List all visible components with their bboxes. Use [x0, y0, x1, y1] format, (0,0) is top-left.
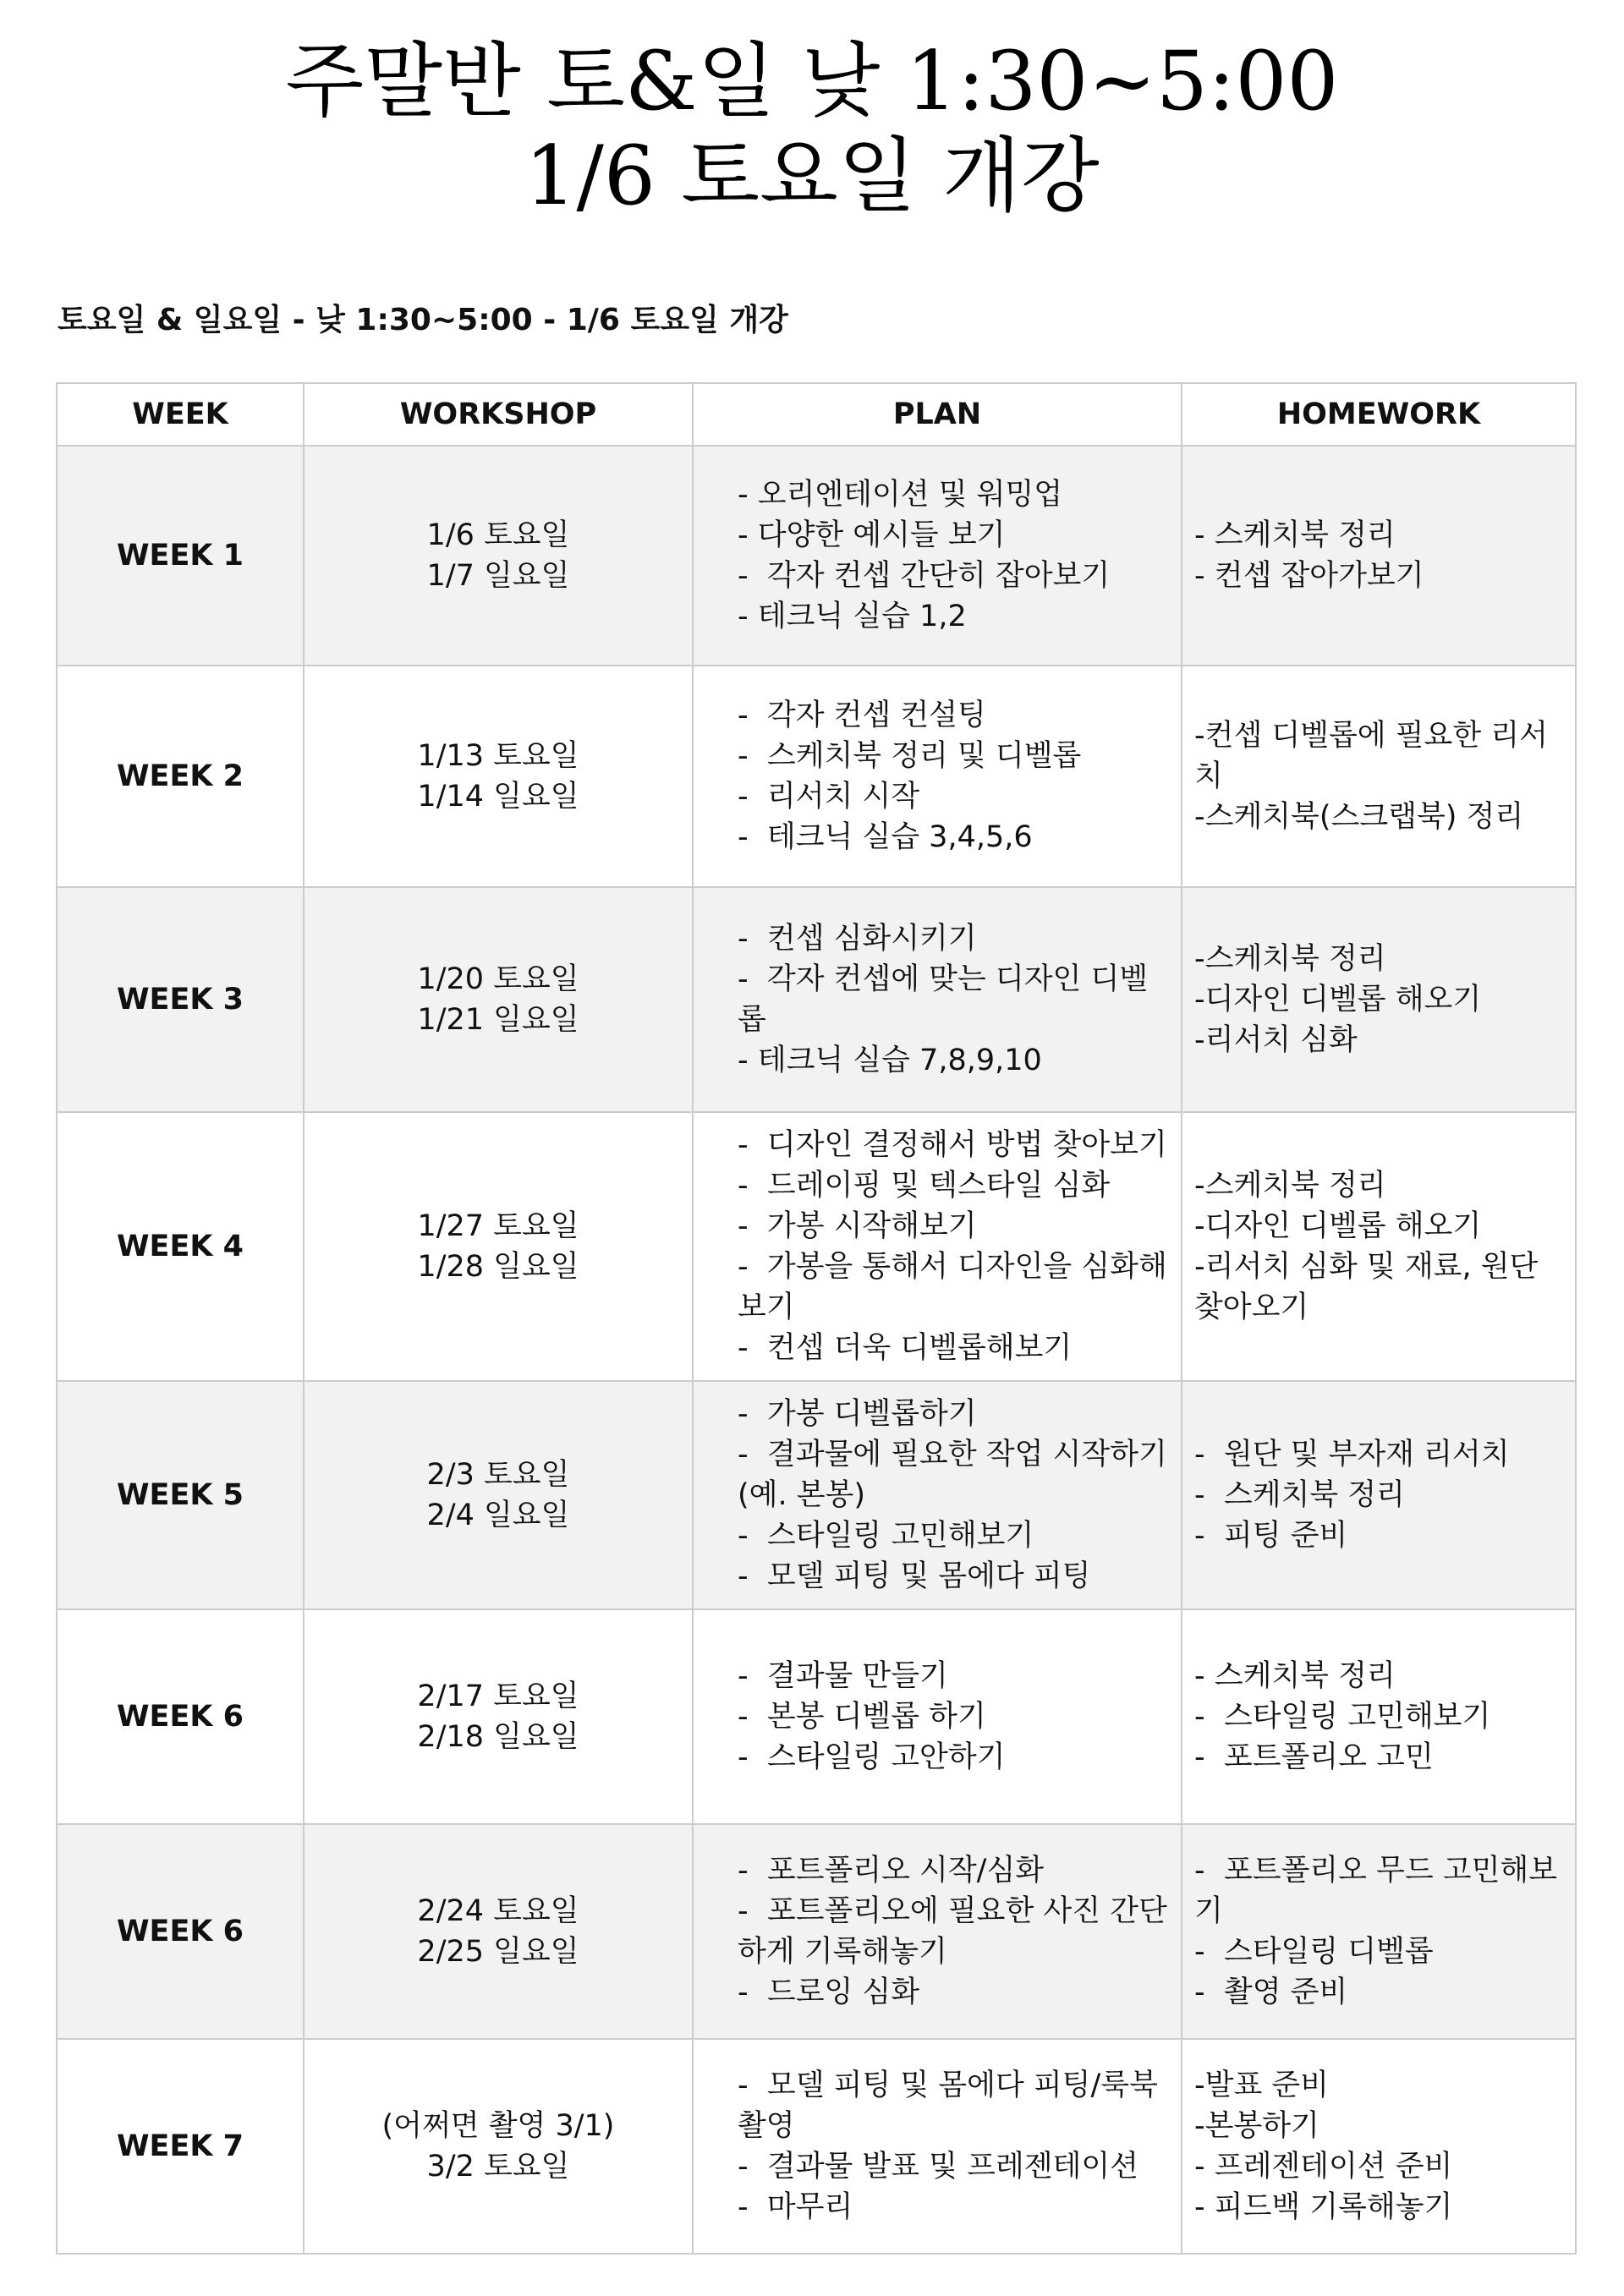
homework-item: -컨셉 디벨롭에 필요한 리서치: [1194, 719, 1548, 793]
plan-item: - 각자 컨셉 컨설팅: [738, 699, 986, 732]
workshop-date: 3/2 토요일: [426, 2150, 570, 2184]
homework-item: -디자인 디벨롭 해오기: [1194, 1209, 1482, 1243]
homework-item: -리서치 심화: [1194, 1023, 1358, 1057]
plan-item: - 본봉 디벨롭 하기: [738, 1700, 986, 1734]
homework-cell: [1182, 666, 1576, 887]
plan-cell: [693, 1824, 1182, 2039]
homework-item: - 스타일링 고민해보기: [1194, 1700, 1491, 1734]
homework-cell: [1182, 2039, 1576, 2254]
schedule-subtitle: 토요일 & 일요일 - 낮 1:30~5:00 - 1/6 토요일 개강: [58, 303, 788, 337]
plan-item: - 가봉을 통해서 디자인을 심화해보기: [738, 1250, 1167, 1324]
homework-item: - 원단 및 부자재 리서치: [1194, 1438, 1510, 1471]
week-cell: WEEK 1: [57, 446, 304, 666]
plan-item: - 컨셉 더욱 디벨롭해보기: [738, 1331, 1073, 1365]
week-cell: WEEK 7: [57, 2039, 304, 2254]
homework-cell: [1182, 887, 1576, 1112]
homework-item: - 스케치북 정리: [1194, 1659, 1396, 1693]
workshop-date: 2/18 일요일: [417, 1720, 579, 1754]
plan-item: - 포트폴리오에 필요한 사진 간단하게 기록해놓기: [738, 1894, 1167, 1969]
table-row: [57, 666, 1576, 887]
homework-item: -리서치 심화 및 재료, 원단 찾아오기: [1194, 1250, 1548, 1324]
plan-cell: [693, 2039, 1182, 2254]
homework-item: - 피드백 기록해놓기: [1194, 2190, 1453, 2224]
homework-item: -스케치북 정리: [1194, 942, 1386, 976]
plan-item: - 마무리: [738, 2190, 853, 2224]
table-header-row: [57, 383, 1576, 446]
table-body: [57, 446, 1576, 2254]
workshop-cell: [304, 446, 693, 666]
plan-cell: [693, 446, 1182, 666]
plan-item: - 결과물에 필요한 작업 시작하기(예. 본봉): [738, 1438, 1167, 1512]
homework-item: - 스케치북 정리: [1194, 518, 1396, 552]
homework-cell: [1182, 446, 1576, 666]
plan-item: - 리서치 시작: [738, 780, 920, 814]
workshop-date: 1/6 토요일: [426, 518, 570, 552]
plan-cell: [693, 1381, 1182, 1609]
plan-item: - 스타일링 고민해보기: [738, 1519, 1034, 1553]
table-row: [57, 1381, 1576, 1609]
workshop-date: 2/17 토요일: [417, 1680, 579, 1713]
workshop-cell: [304, 1824, 693, 2039]
workshop-date: 2/4 일요일: [426, 1499, 570, 1532]
plan-cell: [693, 1609, 1182, 1824]
page-title: [0, 34, 1624, 223]
plan-item: - 결과물 발표 및 프레젠테이션: [738, 2150, 1138, 2184]
workshop-date: 1/7 일요일: [426, 559, 570, 593]
week-cell: WEEK 5: [57, 1381, 304, 1609]
table-row: [57, 1112, 1576, 1381]
plan-cell: [693, 887, 1182, 1112]
plan-item: - 모델 피팅 및 몸에다 피팅: [738, 1559, 1091, 1593]
header-homework: HOMEWORK: [1182, 383, 1576, 446]
homework-item: - 컨셉 잡아가보기: [1194, 559, 1424, 593]
workshop-cell: [304, 1112, 693, 1381]
plan-item: - 가봉 시작해보기: [738, 1209, 977, 1243]
plan-item: - 오리엔테이션 및 워밍업: [738, 478, 1063, 512]
homework-cell: [1182, 1381, 1576, 1609]
title-line-2: 1/6 토요일 개강: [524, 129, 1100, 223]
plan-cell: [693, 1112, 1182, 1381]
plan-item: - 드로잉 심화: [738, 1975, 920, 2009]
homework-item: - 포트폴리오 고민: [1194, 1740, 1434, 1774]
workshop-date: 1/28 일요일: [417, 1250, 579, 1284]
homework-cell: [1182, 1824, 1576, 2039]
header-week: WEEK: [57, 383, 304, 446]
table-row: [57, 446, 1576, 666]
homework-item: -스케치북(스크랩북) 정리: [1194, 800, 1524, 834]
plan-cell: [693, 666, 1182, 887]
plan-item: - 스타일링 고안하기: [738, 1740, 1006, 1774]
plan-item: - 컨셉 심화시키기: [738, 922, 977, 956]
homework-item: -발표 준비: [1194, 2069, 1329, 2102]
schedule-table: [56, 382, 1577, 2255]
plan-item: - 스케치북 정리 및 디벨롭: [738, 739, 1082, 773]
plan-item: - 테크닉 실습 1,2: [738, 600, 967, 633]
homework-cell: [1182, 1609, 1576, 1824]
homework-item: - 촬영 준비: [1194, 1975, 1348, 2009]
homework-item: - 스케치북 정리: [1194, 1478, 1405, 1512]
header-plan: PLAN: [693, 383, 1182, 446]
title-line-1: 주말반 토&일 낮 1:30~5:00: [285, 34, 1339, 129]
plan-item: - 각자 컨셉 간단히 잡아보기: [738, 559, 1111, 593]
homework-item: -본봉하기: [1194, 2109, 1320, 2143]
plan-item: - 가봉 디벨롭하기: [738, 1397, 977, 1431]
plan-item: - 테크닉 실습 7,8,9,10: [738, 1044, 1042, 1077]
workshop-date: 1/20 토요일: [417, 962, 579, 996]
workshop-cell: [304, 1609, 693, 1824]
workshop-cell: [304, 2039, 693, 2254]
workshop-date: 1/21 일요일: [417, 1003, 579, 1037]
plan-item: - 포트폴리오 시작/심화: [738, 1854, 1045, 1888]
homework-item: -디자인 디벨롭 해오기: [1194, 983, 1482, 1016]
table-row: [57, 1824, 1576, 2039]
plan-item: - 다양한 예시들 보기: [738, 518, 1006, 552]
homework-item: - 스타일링 디벨롭: [1194, 1935, 1434, 1969]
workshop-date: 1/27 토요일: [417, 1209, 579, 1243]
plan-item: - 결과물 만들기: [738, 1659, 948, 1693]
workshop-cell: [304, 1381, 693, 1609]
homework-item: - 포트폴리오 무드 고민해보기: [1194, 1854, 1558, 1928]
plan-item: - 디자인 결정해서 방법 찾아보기: [738, 1128, 1167, 1162]
plan-item: - 모델 피팅 및 몸에다 피팅/룩북 촬영: [738, 2069, 1168, 2143]
plan-item: - 각자 컨셉에 맞는 디자인 디벨롭: [738, 962, 1149, 1037]
week-cell: WEEK 6: [57, 1609, 304, 1824]
homework-item: -스케치북 정리: [1194, 1169, 1386, 1203]
week-cell: WEEK 6: [57, 1824, 304, 2039]
workshop-date: 1/14 일요일: [417, 780, 579, 814]
workshop-date: 2/24 토요일: [417, 1894, 579, 1928]
workshop-date: 2/25 일요일: [417, 1935, 579, 1969]
plan-item: - 드레이핑 및 텍스타일 심화: [738, 1169, 1111, 1203]
workshop-date: (어쩌면 촬영 3/1): [381, 2109, 615, 2143]
table-row: [57, 2039, 1576, 2254]
workshop-cell: [304, 666, 693, 887]
table-row: [57, 1609, 1576, 1824]
week-cell: WEEK 4: [57, 1112, 304, 1381]
table-row: [57, 887, 1576, 1112]
homework-item: - 피팅 준비: [1194, 1519, 1348, 1553]
workshop-date: 1/13 토요일: [417, 739, 579, 773]
week-cell: WEEK 2: [57, 666, 304, 887]
workshop-date: 2/3 토요일: [426, 1458, 570, 1492]
workshop-cell: [304, 887, 693, 1112]
homework-cell: [1182, 1112, 1576, 1381]
header-workshop: WORKSHOP: [304, 383, 693, 446]
week-cell: WEEK 3: [57, 887, 304, 1112]
plan-item: - 테크닉 실습 3,4,5,6: [738, 820, 1033, 854]
homework-item: - 프레젠테이션 준비: [1194, 2150, 1453, 2184]
